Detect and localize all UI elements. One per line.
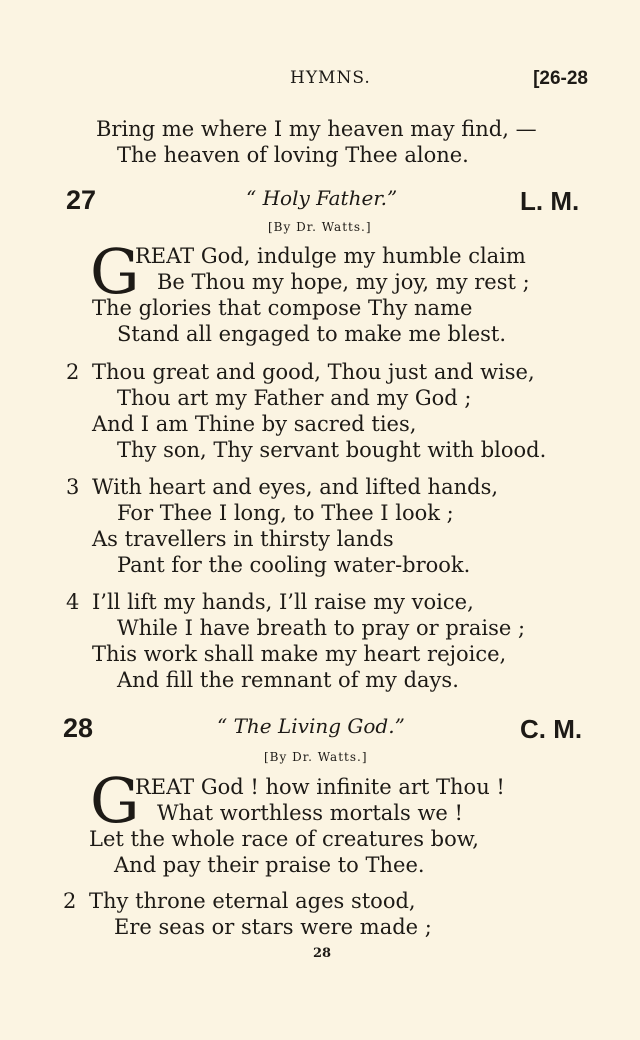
- drop-cap: G: [90, 235, 140, 308]
- hymn-title: “ Holy Father.”: [246, 186, 398, 210]
- verse-line: Thou art my Father and my God ;: [117, 386, 472, 410]
- header-title: HYMNS.: [290, 68, 371, 88]
- verse-number: 3: [66, 475, 80, 499]
- verse-line: As travellers in thirsty lands: [92, 527, 394, 551]
- verse-line: Let the whole race of creatures bow,: [89, 827, 479, 851]
- verse-line: Thy son, Thy servant bought with blood.: [117, 438, 547, 462]
- hymn-author: [By Dr. Watts.]: [264, 750, 368, 764]
- verse-number: 4: [66, 590, 80, 614]
- verse-line: With heart and eyes, and lifted hands,: [92, 475, 499, 499]
- verse-line: Pant for the cooling water-brook.: [117, 553, 471, 577]
- verse-line: For Thee I long, to Thee I look ;: [117, 501, 454, 525]
- verse-line: And fill the remnant of my days.: [117, 668, 459, 692]
- verse-line: While I have breath to pray or praise ;: [117, 616, 526, 640]
- hymn-number: 28: [63, 713, 94, 743]
- verse-line: Be Thou my hope, my joy, my rest ;: [157, 270, 530, 294]
- verse-line: And I am Thine by sacred ties,: [92, 412, 417, 436]
- verse-line: Thy throne eternal ages stood,: [89, 889, 416, 913]
- verse-line: And pay their praise to Thee.: [114, 853, 425, 877]
- hymn-meter: C. M.: [520, 714, 583, 744]
- verse-line: The heaven of loving Thee alone.: [117, 143, 469, 167]
- header-hymn-range: [26-28: [533, 68, 588, 89]
- verse-line: What worthless mortals we !: [157, 801, 463, 825]
- verse-number: 2: [63, 889, 77, 913]
- verse-line: The glories that compose Thy name: [92, 296, 473, 320]
- hymn-number: 27: [66, 185, 97, 215]
- verse-line: Thou great and good, Thou just and wise,: [92, 360, 535, 384]
- verse-number: 2: [66, 360, 80, 384]
- verse-line: I’ll lift my hands, I’ll raise my voice,: [92, 590, 474, 614]
- verse-line: REAT God ! how infinite art Thou !: [135, 775, 505, 799]
- verse-line: REAT God, indulge my humble claim: [135, 244, 526, 268]
- page-number: 28: [313, 946, 332, 961]
- hymn-title: “ The Living God.”: [217, 714, 405, 738]
- hymn-meter: L. M.: [520, 186, 580, 216]
- verse-line: Stand all engaged to make me blest.: [117, 322, 507, 346]
- hymn-author: [By Dr. Watts.]: [268, 220, 372, 234]
- drop-cap: G: [90, 764, 140, 837]
- running-header: [0, 68, 640, 92]
- verse-line: Bring me where I my heaven may find, —: [96, 117, 537, 141]
- verse-line: Ere seas or stars were made ;: [114, 915, 432, 939]
- verse-line: This work shall make my heart rejoice,: [92, 642, 507, 666]
